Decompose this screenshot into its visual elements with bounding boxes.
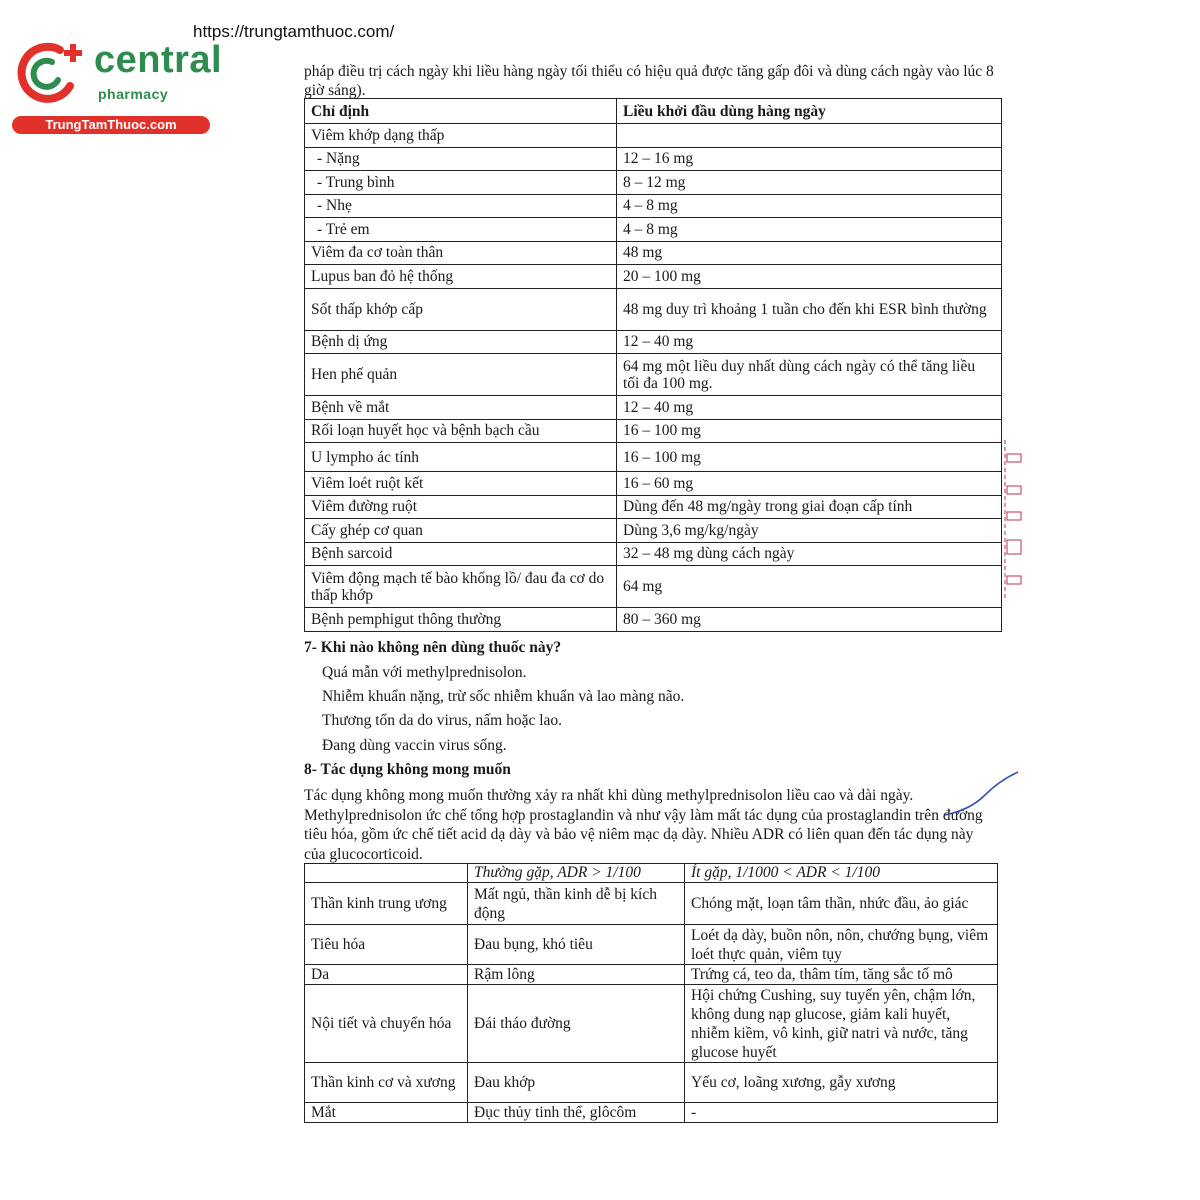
dose-cell: [617, 124, 1002, 148]
dose-cell: 48 mg duy trì khoảng 1 tuần cho đến khi ESR bình thường: [617, 288, 1002, 330]
contraindication-item: Đang dùng vaccin virus sống.: [322, 737, 507, 754]
dose-cell: 12 – 40 mg: [617, 330, 1002, 354]
dose-cell: Dùng đến 48 mg/ngày trong giai đoạn cấp tính: [617, 495, 1002, 519]
table-row: [305, 519, 1002, 543]
table-row: [305, 472, 1002, 496]
indication-cell: U lympho ác tính: [305, 443, 617, 472]
indication-cell: Cấy ghép cơ quan: [305, 519, 617, 543]
section-8-title: 8- Tác dụng không mong muốn: [304, 761, 511, 778]
table-row: [305, 566, 1002, 608]
table-row: [305, 608, 1002, 632]
indication-cell: Viêm loét ruột kết: [305, 472, 617, 496]
dose-table-header: [305, 99, 1002, 124]
dose-cell: 64 mg: [617, 566, 1002, 608]
indication-cell: Bệnh pemphigut thông thường: [305, 608, 617, 632]
indication-cell: - Trẻ em: [305, 218, 617, 242]
common-cell: Rậm lông: [468, 965, 685, 985]
common-cell: Mất ngủ, thần kinh dễ bị kích động: [468, 883, 685, 925]
table-row: [305, 265, 1002, 289]
dose-cell: 80 – 360 mg: [617, 608, 1002, 632]
dose-cell: 64 mg một liều duy nhất dùng cách ngày có thể tăng liều tối đa 100 mg.: [617, 354, 1002, 396]
indication-cell: - Trung bình: [305, 171, 617, 195]
table-row: [305, 419, 1002, 443]
dose-cell: 16 – 60 mg: [617, 472, 1002, 496]
dose-cell: 20 – 100 mg: [617, 265, 1002, 289]
side-stamp-icon: [1003, 440, 1023, 600]
system-cell: Thần kinh cơ và xương: [305, 1063, 468, 1103]
header-uncommon: Ít gặp, 1/1000 < ADR < 1/100: [685, 864, 998, 883]
table-row: [305, 396, 1002, 420]
pharmacy-logo: [10, 38, 223, 138]
table-row: [305, 985, 998, 1063]
indication-cell: Bệnh sarcoid: [305, 542, 617, 566]
contraindication-item: Nhiễm khuẩn nặng, trừ sốc nhiễm khuẩn và lao màng não.: [322, 688, 685, 705]
uncommon-cell: -: [685, 1103, 998, 1123]
table-row: [305, 1103, 998, 1123]
indication-cell: Hen phế quản: [305, 354, 617, 396]
indication-cell: Sốt thấp khớp cấp: [305, 288, 617, 330]
common-cell: Đau khớp: [468, 1063, 685, 1103]
indication-cell: Viêm động mạch tế bào khổng lồ/ đau đa cơ do thấp khớp: [305, 566, 617, 608]
contraindication-item: Thương tổn da do virus, nấm hoặc lao.: [322, 712, 563, 729]
indication-cell: - Nặng: [305, 147, 617, 171]
indication-cell: Viêm khớp dạng thấp: [305, 124, 617, 148]
table-row: [305, 542, 1002, 566]
table-row: [305, 883, 998, 925]
uncommon-cell: Chóng mặt, loạn tâm thần, nhức đầu, ảo giác: [685, 883, 998, 925]
dose-cell: 12 – 16 mg: [617, 147, 1002, 171]
indication-cell: Bệnh về mắt: [305, 396, 617, 420]
system-cell: Thần kinh trung ương: [305, 883, 468, 925]
dose-cell: 32 – 48 mg dùng cách ngày: [617, 542, 1002, 566]
table-row: [305, 171, 1002, 195]
indication-cell: Bệnh dị ứng: [305, 330, 617, 354]
table-row: [305, 147, 1002, 171]
uncommon-cell: Hội chứng Cushing, suy tuyến yên, chậm lớn, không dung nạp glucose, giảm kali huyết, nhiễm kiềm, vô kinh, giữ natri và nước, tăng glucose huyết: [685, 985, 998, 1063]
uncommon-cell: Yếu cơ, loãng xương, gẫy xương: [685, 1063, 998, 1103]
logo-site-badge: TrungTamThuoc.com: [12, 116, 210, 134]
dose-cell: 4 – 8 mg: [617, 218, 1002, 242]
dose-cell: 8 – 12 mg: [617, 171, 1002, 195]
indication-cell: Rối loạn huyết học và bệnh bạch cầu: [305, 419, 617, 443]
table-row: [305, 495, 1002, 519]
contraindication-item: Quá mẫn với methylprednisolon.: [322, 664, 527, 681]
system-cell: Tiêu hóa: [305, 925, 468, 965]
table-row: [305, 194, 1002, 218]
pharmacy-logo-icon: [12, 40, 90, 106]
header-system: [305, 864, 468, 883]
section-7-title: 7- Khi nào không nên dùng thuốc này?: [304, 639, 562, 656]
header-common: Thường gặp, ADR > 1/100: [468, 864, 685, 883]
system-cell: Da: [305, 965, 468, 985]
table-row: [305, 218, 1002, 242]
table-row: [305, 124, 1002, 148]
dose-cell: 16 – 100 mg: [617, 443, 1002, 472]
uncommon-cell: Trứng cá, teo da, thâm tím, tăng sắc tố mô: [685, 965, 998, 985]
section-8-body: Tác dụng không mong muốn thường xảy ra nhất khi dùng methylprednisolon liều cao và dài ngày. Methylprednisolon ức chế tổng hợp prostaglandin và như vậy làm mất tác dụng của prostaglandin trên đường tiêu hóa, gồm ức chế tiết acid dạ dày và bảo vệ niêm mạc dạ dày. Nhiều ADR có liên quan đến tác dụng này của glucocorticoid.: [304, 787, 983, 863]
common-cell: Đục thủy tinh thể, glôcôm: [468, 1103, 685, 1123]
system-cell: Mắt: [305, 1103, 468, 1123]
indication-cell: - Nhẹ: [305, 194, 617, 218]
system-cell: Nội tiết và chuyển hóa: [305, 985, 468, 1063]
indication-cell: Viêm đường ruột: [305, 495, 617, 519]
intro-paragraph: pháp điều trị cách ngày khi liều hàng ngày tối thiểu có hiệu quả được tăng gấp đôi và dùng cách ngày vào lúc 8 giờ sáng).: [304, 63, 994, 99]
dose-cell: 4 – 8 mg: [617, 194, 1002, 218]
common-cell: Đái tháo đường: [468, 985, 685, 1063]
adr-table-header: [305, 864, 998, 883]
logo-sub-text: pharmacy: [98, 86, 169, 102]
table-row: [305, 965, 998, 985]
logo-brand-text: central: [94, 39, 223, 81]
table-row: [305, 288, 1002, 330]
table-row: [305, 443, 1002, 472]
indication-cell: Lupus ban đỏ hệ thống: [305, 265, 617, 289]
dose-cell: 48 mg: [617, 241, 1002, 265]
dose-cell: 16 – 100 mg: [617, 419, 1002, 443]
watermark-url[interactable]: https://trungtamthuoc.com/: [193, 22, 395, 41]
dose-cell: Dùng 3,6 mg/kg/ngày: [617, 519, 1002, 543]
table-row: [305, 1063, 998, 1103]
table-row: [305, 330, 1002, 354]
header-indication: Chỉ định: [305, 99, 617, 124]
dose-table: [304, 98, 1002, 632]
table-row: [305, 241, 1002, 265]
common-cell: Đau bụng, khó tiêu: [468, 925, 685, 965]
signature-mark-icon: [940, 770, 1020, 830]
dose-cell: 12 – 40 mg: [617, 396, 1002, 420]
uncommon-cell: Loét dạ dày, buồn nôn, nôn, chướng bụng, viêm loét thực quản, viêm tụy: [685, 925, 998, 965]
table-row: [305, 925, 998, 965]
adr-table: [304, 863, 998, 1123]
table-row: [305, 354, 1002, 396]
header-dose: Liều khởi đầu dùng hàng ngày: [617, 99, 1002, 124]
indication-cell: Viêm đa cơ toàn thân: [305, 241, 617, 265]
